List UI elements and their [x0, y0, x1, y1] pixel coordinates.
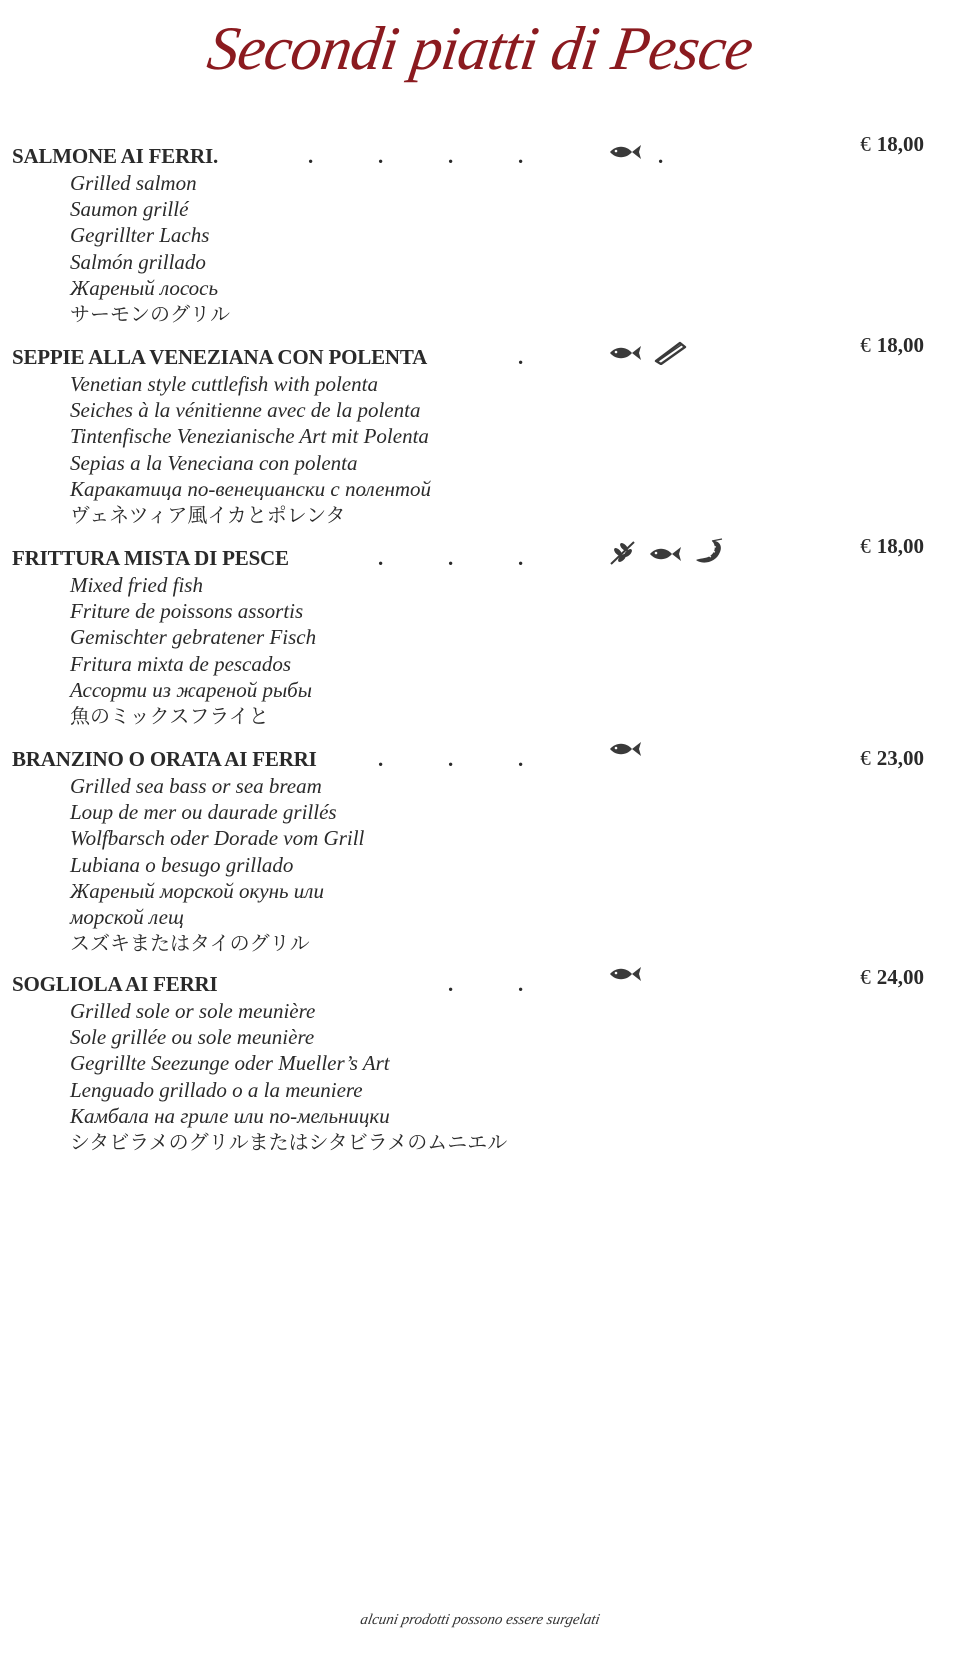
price: € 23,00: [860, 746, 924, 770]
dish-name: BRANZINO O ORATA AI FERRI: [12, 747, 317, 771]
shrimp-icon: [692, 538, 726, 566]
translations: Venetian style cuttlefish with polenta Seiches à la vénitienne avec de la polenta Tintenfische Venezianische Art mit Polenta Sepias a la Veneciana con polenta Каракатица по-венециански с полентой ヴェネツィア風イカとポレンタ: [70, 372, 432, 528]
translations: Mixed fried fish Friture de poissons assortis Gemischter gebratener Fisch Fritura mixta de pescados Ассорти из жареной рыбы 魚のミックスフライと: [70, 573, 317, 729]
dish-name: SALMONE AI FERRI.: [12, 144, 219, 168]
fish-icon: [608, 738, 644, 760]
fish-icon: [608, 963, 644, 985]
price: € 18,00: [860, 132, 924, 156]
page-title: Secondi piatti di Pesce: [203, 15, 757, 83]
footer-note: alcuni prodotti possono essere surgelati: [359, 1612, 602, 1628]
translations: Grilled sea bass or sea bream Loup de mer ou daurade grillés Wolfbarsch oder Dorade vom Grill Lubiana o besugo grillado Жареный морской окунь или морской лещ スズキまたはタイのグリル: [70, 774, 365, 956]
fish-icon: [608, 141, 644, 163]
dish-name: FRITTURA MISTA DI PESCE: [12, 546, 289, 570]
fish-icon: [608, 342, 644, 364]
dish-name: SOGLIOLA AI FERRI: [12, 972, 218, 996]
polenta-icon: [652, 339, 688, 365]
wheat-icon: [608, 538, 640, 566]
dish-name: SEPPIE ALLA VENEZIANA CON POLENTA: [12, 345, 428, 369]
price: € 18,00: [860, 534, 924, 558]
fish-icon: [648, 543, 684, 565]
price: € 18,00: [860, 333, 924, 357]
translations: Grilled salmon Saumon grillé Gegrillter Lachs Salmón grillado Жареный лосось サーモンのグリル: [70, 171, 230, 327]
translations: Grilled sole or sole meunière Sole grillée ou sole meunière Gegrillte Seezunge oder Mueller’s Art Lenguado grillado o a la meuniere Камбала на гриле или по-мельницки シタビラメのグリルまたはシタビラメのムニエル: [70, 999, 508, 1155]
price: € 24,00: [860, 965, 924, 989]
